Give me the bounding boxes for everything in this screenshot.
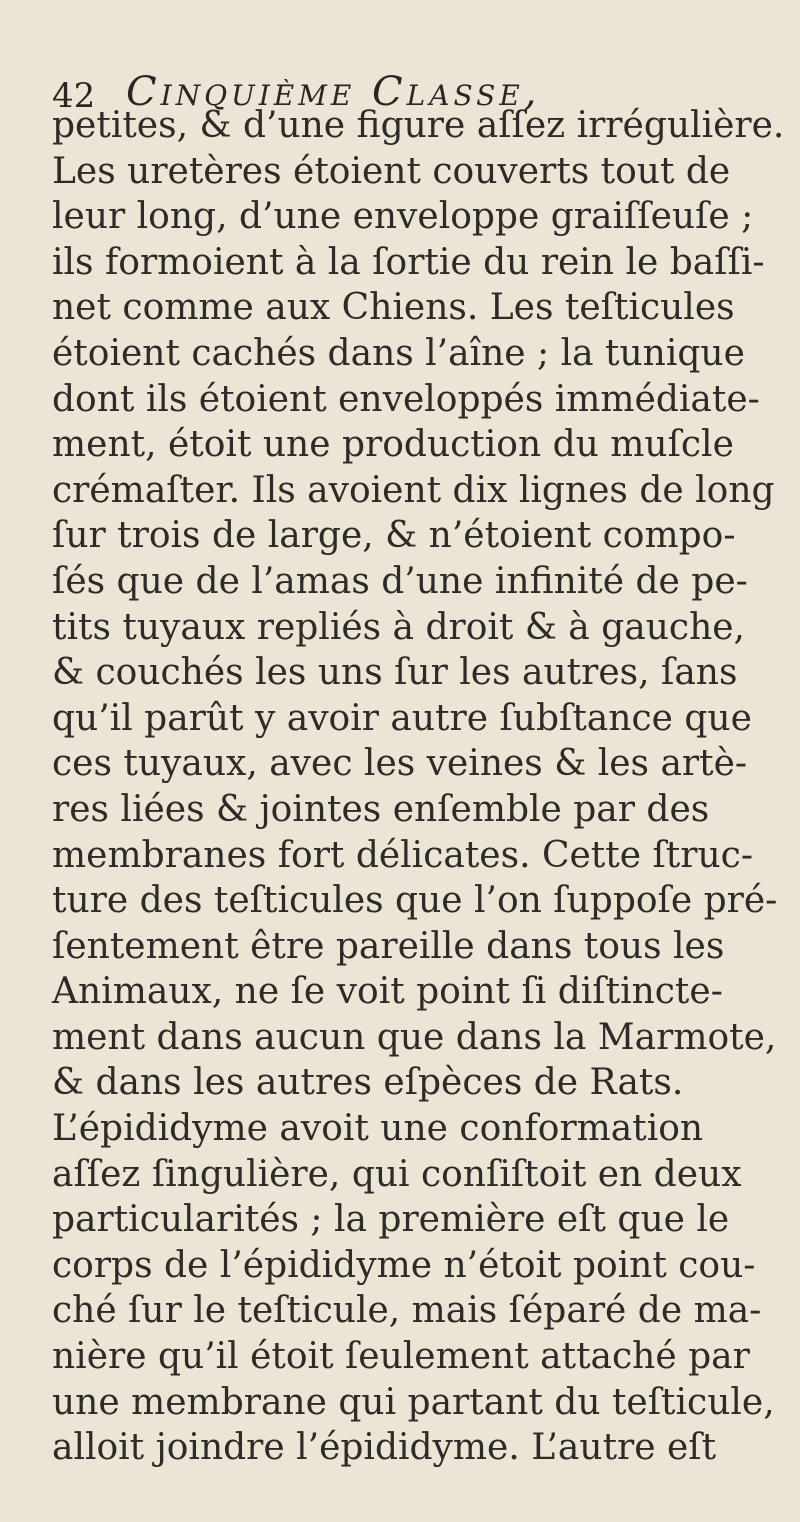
text-line: ſentement être pareille dans tous les xyxy=(52,925,725,967)
text-line: tits tuyaux repliés à droit & à gauche, xyxy=(52,606,745,648)
text-line: L’épididyme avoit une conformation xyxy=(52,1108,704,1150)
text-line: corps de l’épididyme n’étoit point cou- xyxy=(52,1244,756,1286)
text-line: petites, & d’une figure aſſez irrégulière. xyxy=(52,105,785,146)
text-line: qu’il parût y avoir autre ſubſtance que xyxy=(52,697,752,739)
text-line: aſſez ſingulière, qui conſiſtoit en deux xyxy=(52,1153,742,1195)
text-line: alloit joindre l’épididyme. L’autre eſt xyxy=(52,1427,717,1469)
text-line: & couchés les uns ſur les autres, ſans xyxy=(52,652,738,694)
page-number: 42 xyxy=(52,76,96,116)
text-line: ſés que de l’amas d’une infinité de pe- xyxy=(52,560,748,602)
text-line: ché ſur le teſticule, mais ſéparé de ma- xyxy=(52,1290,762,1332)
text-line: ils formoient à la ſortie du rein le baſſi- xyxy=(52,241,765,283)
text-line: Animaux, ne ſe voit point ſi diſtincte- xyxy=(52,971,723,1013)
text-line: res liées & jointes enſemble par des xyxy=(52,788,710,830)
text-line: une membrane qui partant du teſticule, xyxy=(52,1381,775,1423)
text-line: crémaſter. Ils avoient dix lignes de long xyxy=(52,469,775,511)
body-text xyxy=(52,103,785,1471)
text-line: étoient cachés dans l’aîne ; la tunique xyxy=(52,332,745,374)
text-line: ture des teſticules que l’on ſuppoſe pré- xyxy=(52,880,778,922)
text-line: ces tuyaux, avec les veines & les artè- xyxy=(52,743,748,785)
text-line: net comme aux Chiens. Les teſticules xyxy=(52,287,735,329)
text-line: membranes fort délicates. Cette ſtruc- xyxy=(52,834,753,876)
text-line: nière qu’il étoit ſeulement attaché par xyxy=(52,1336,750,1378)
text-line: Les uretères étoient couverts tout de xyxy=(52,150,731,192)
text-line: particularités ; la première eſt que le xyxy=(52,1199,730,1241)
running-title: Cinquième Classe, xyxy=(126,69,541,115)
text-line: ſur trois de large, & n’étoient compo- xyxy=(52,515,736,557)
text-line: ment, étoit une production du muſcle xyxy=(52,424,734,466)
text-line: leur long, d’une enveloppe graiſſeuſe ; xyxy=(52,196,754,238)
text-line: ment dans aucun que dans la Marmote, xyxy=(52,1016,777,1058)
text-line: dont ils étoient enveloppés immédiate- xyxy=(52,378,760,420)
text-line: & dans les autres eſpèces de Rats. xyxy=(52,1062,684,1104)
